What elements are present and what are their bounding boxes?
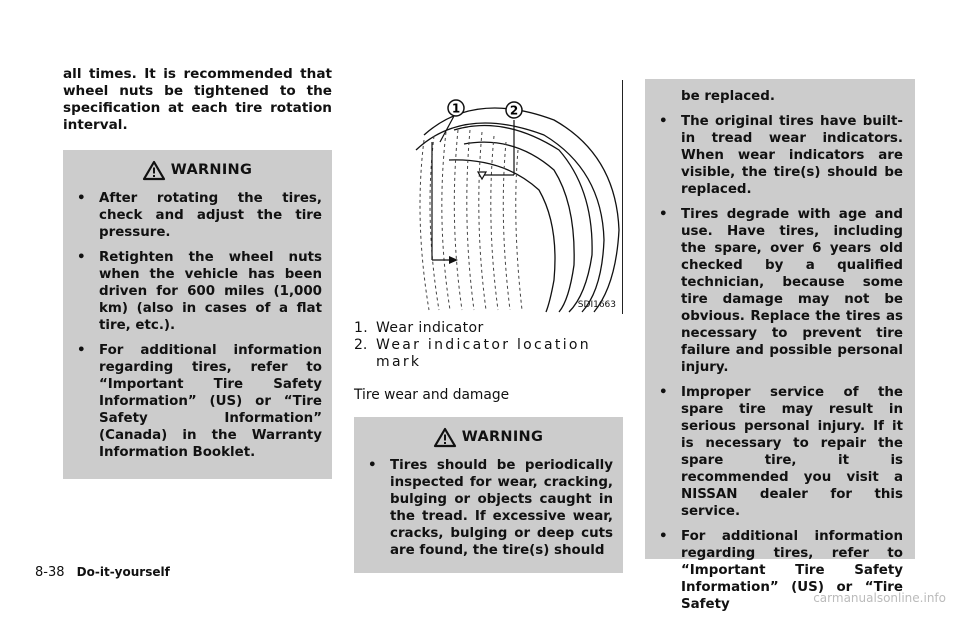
list-item: • Retighten the wheel nuts when the vehicle has been driven for 600 miles (1,000 km) (also in cases of a flat tire, etc.). [77,250,322,333]
list-item: • Tires degrade with age and use. Have tires, including the spare, over 6 years old checked by a qualified technician, because some tire damage may not be obvious. Replace the tires as necessary to prevent tire failure and possible personal injury. [659,207,903,375]
section-heading: Tire wear and damage [354,387,510,403]
tire-wear-figure [354,80,623,314]
warning-triangle-icon [434,427,456,447]
warning-header [354,417,623,457]
column-2 [354,80,623,573]
column-1 [63,66,332,479]
bullet: • [77,191,86,206]
callout-2: 2 [509,103,519,118]
warning-list-2 [354,457,623,559]
tire-wear-indicator-illustration [354,80,622,314]
warning-list-1 [63,190,332,479]
warning-box-2 [354,417,623,573]
list-item: • For additional information regarding tires, refer to “Important Tire Safety Information” (US) or “Tire Safety Information” (Canada) in the Warranty Information Booklet. [77,343,322,460]
bullet: • [659,114,668,129]
section-name: Do-it-yourself [76,565,170,579]
warning-list-3 [645,79,915,631]
list-item: • Improper service of the spare tire may result in serious personal injury. If it is necessary to repair the spare tire, it is recommended you visit a NISSAN dealer for this service. [659,385,903,519]
bullet: • [659,529,668,544]
intro-paragraph: all times. It is recommended that wheel nuts be tightened to the specification at each tire rotation interval. [63,66,332,133]
warning-title: WARNING [170,162,253,178]
watermark: carmanualsonline.info [813,591,946,605]
list-item: • The original tires have built-in tread wear indicators. When wear indicators are visible, the tire(s) should be replaced. [659,114,903,197]
warning-header [63,150,332,190]
bullet: • [659,385,668,400]
warning-triangle-icon [143,160,165,180]
page-number: 8-38 [35,565,65,580]
caption-item: 1. Wear indicator [354,320,484,336]
bullet: • [77,250,86,265]
bullet: • [659,207,668,222]
list-item: • Tires should be periodically inspected for wear, cracking, bulging or objects caught in the tread. If excessive wear, cracks, bulging or deep cuts are found, the tire(s) should [368,458,613,558]
warning-box-1 [63,150,332,479]
bullet: • [368,458,377,473]
caption-item: 2. Wear indicator location mark [354,337,591,370]
list-item-continuation: be replaced. [681,89,775,104]
list-item: • After rotating the tires, check and adjust the tire pressure. [77,191,322,240]
callout-1: 1 [451,101,461,116]
list-item: • For additional information regarding tires, refer to “Important Tire Safety Information” (US) or “Tire Safety [659,529,903,612]
figure-captions [354,320,623,371]
page-footer [35,565,170,580]
bullet: • [77,343,86,358]
figure-id: SDI1663 [577,300,616,310]
warning-title: WARNING [461,429,544,445]
